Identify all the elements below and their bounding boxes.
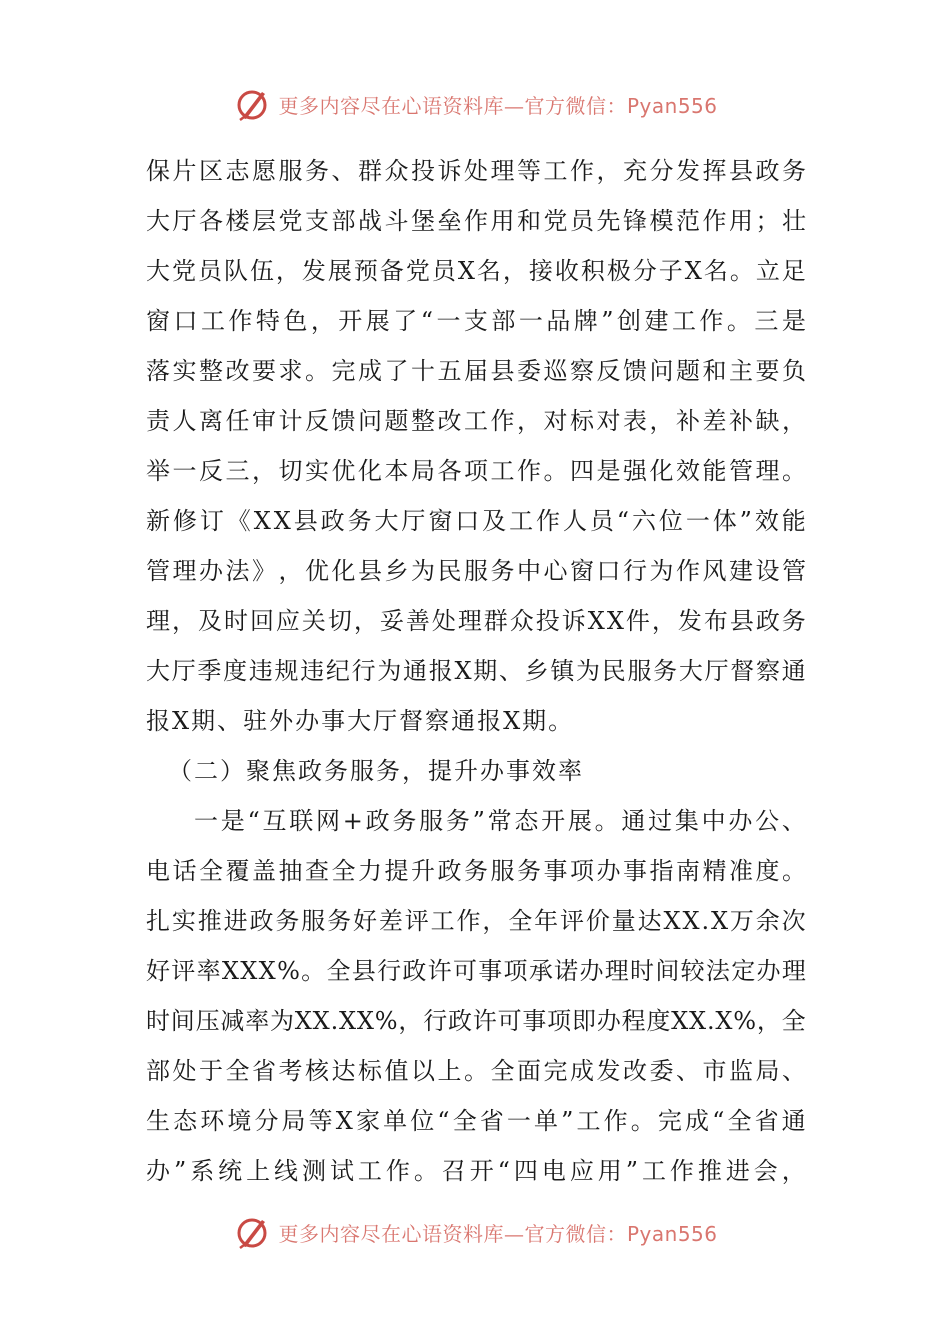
body-line: 好 评 率 X X X % 。 全 县 行 政 许 可 事 项 承 诺 办 理 时 间 较 法 定 办 理 bbox=[146, 957, 806, 985]
body-line: 大 厅 各 楼 层 党 支 部 战 斗 堡 垒 作 用 和 党 员 先 锋 模 范 作 用 ； 壮 bbox=[146, 207, 806, 235]
body-line: 办 ” 系 统 上 线 测 试 工 作 。 召 开 “ 四 电 应 用 ” 工 作 推 进 会 ， bbox=[146, 1157, 806, 1185]
footer-banner-inner bbox=[232, 1212, 717, 1252]
body-line: 责 人 离 任 审 计 反 馈 问 题 整 改 工 作 ， 对 标 对 表 ， 补 差 补 缺 ， bbox=[146, 407, 806, 435]
footer-watermark-banner bbox=[0, 1210, 950, 1254]
body-line: 理 ， 及 时 回 应 关 切 ， 妥 善 处 理 群 众 投 诉 X X 件 ， 发 布 县 政 务 bbox=[146, 607, 806, 635]
body-line: 一 是 “ 互 联 网 + 政 务 服 务 ” 常 态 开 展 。 通 过 集 中 办 公 、 bbox=[194, 807, 806, 835]
body-line: 电 话 全 覆 盖 抽 查 全 力 提 升 政 务 服 务 事 项 办 事 指 南 精 准 度 。 bbox=[146, 857, 806, 885]
header-banner-wechat-id: Pyan556 bbox=[626, 93, 718, 118]
body-line: 新 修 订 《 X X 县 政 务 大 厅 窗 口 及 工 作 人 员 “ 六 位 一 体 ” 效 能 bbox=[146, 507, 806, 535]
body-line: 窗 口 工 作 特 色 ， 开 展 了 “ 一 支 部 一 品 牌 ” 创 建 工 作 。 三 是 bbox=[146, 307, 806, 335]
quill-pen-circle-icon bbox=[232, 1212, 272, 1252]
body-line: 扎 实 推 进 政 务 服 务 好 差 评 工 作 ， 全 年 评 价 量 达 X X . X 万 余 次 bbox=[146, 907, 806, 935]
header-banner-inner bbox=[232, 84, 717, 124]
header-watermark-banner bbox=[0, 82, 950, 126]
body-line: 举 一 反 三 ， 切 实 优 化 本 局 各 项 工 作 。 四 是 强 化 效 能 管 理 。 bbox=[146, 457, 806, 485]
footer-banner-text bbox=[278, 1218, 717, 1247]
header-banner-label: 更多内容尽在心语资料库—官方微信： bbox=[278, 93, 627, 118]
document-body bbox=[146, 146, 806, 1196]
body-line: 大 党 员 队 伍 ， 发 展 预 备 党 员 X 名 ， 接 收 积 极 分 子 X 名 。 立 足 bbox=[146, 257, 806, 285]
quill-pen-circle-icon bbox=[232, 84, 272, 124]
body-line: 时 间 压 减 率 为 X X . X X % ， 行 政 许 可 事 项 即 办 程 度 X X . X % ， 全 bbox=[146, 1007, 806, 1035]
section-heading: （二）聚焦政务服务，提升办事效率 bbox=[168, 757, 584, 785]
footer-banner-wechat-id: Pyan556 bbox=[626, 1221, 718, 1246]
footer-banner-label: 更多内容尽在心语资料库—官方微信： bbox=[278, 1221, 627, 1246]
body-line: 管 理 办 法 》 ， 优 化 县 乡 为 民 服 务 中 心 窗 口 行 为 作 风 建 设 管 bbox=[146, 557, 806, 585]
body-line: 落 实 整 改 要 求 。 完 成 了 十 五 届 县 委 巡 察 反 馈 问 题 和 主 要 负 bbox=[146, 357, 806, 385]
body-line: 生 态 环 境 分 局 等 X 家 单 位 “ 全 省 一 单 ” 工 作 。 完 成 “ 全 省 通 bbox=[146, 1107, 806, 1135]
body-line: 保 片 区 志 愿 服 务 、 群 众 投 诉 处 理 等 工 作 ， 充 分 发 挥 县 政 务 bbox=[146, 157, 806, 185]
body-line: 报X期、驻外办事大厅督察通报X期。 bbox=[146, 707, 575, 735]
body-line: 部 处 于 全 省 考 核 达 标 值 以 上 。 全 面 完 成 发 改 委 、 市 监 局 、 bbox=[146, 1057, 806, 1085]
body-line: 大 厅 季 度 违 规 违 纪 行 为 通 报 X 期 、 乡 镇 为 民 服 务 大 厅 督 察 通 bbox=[146, 657, 806, 685]
header-banner-text bbox=[278, 90, 717, 119]
